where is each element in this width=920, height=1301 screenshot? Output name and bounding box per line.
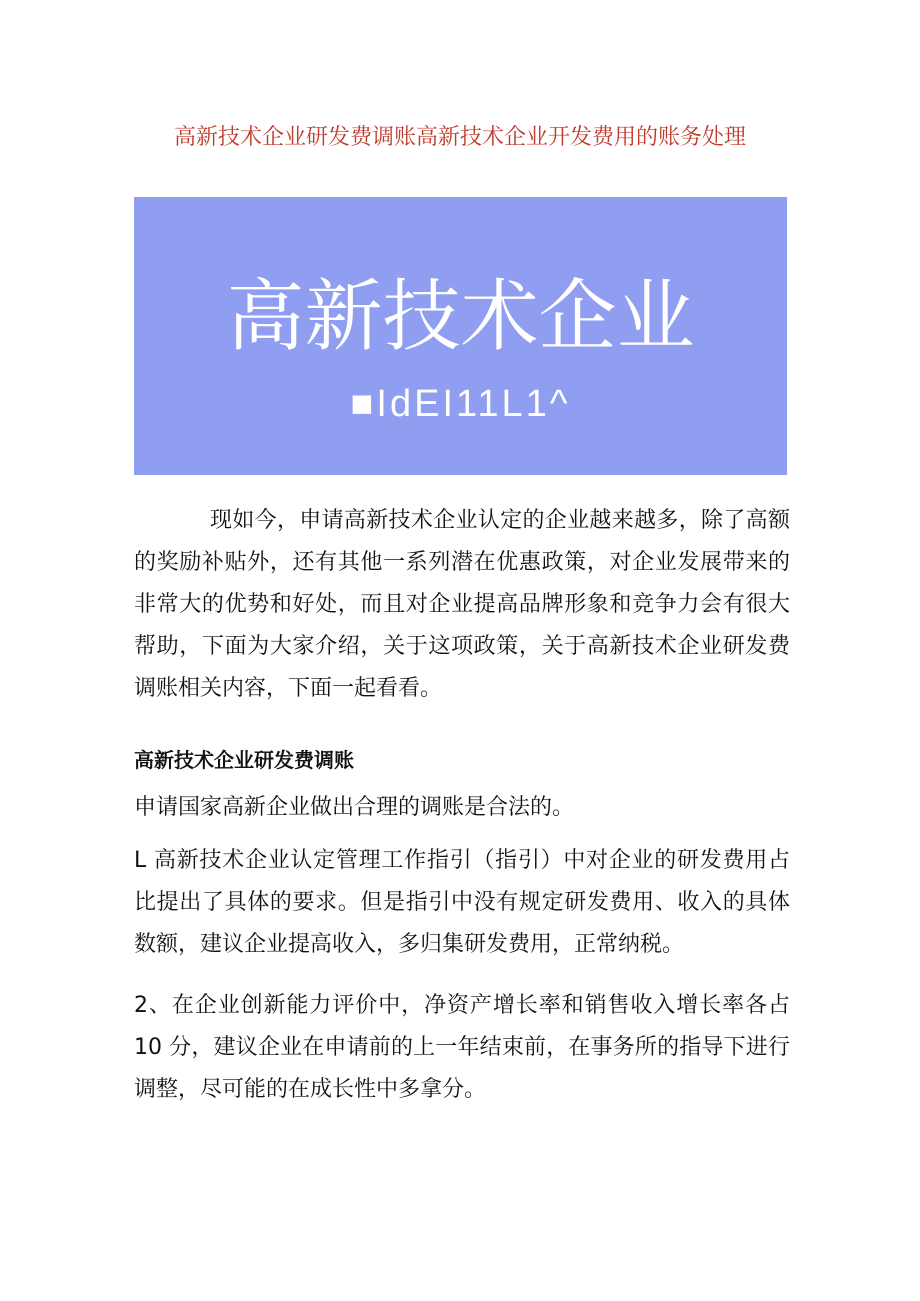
intro-paragraph: 现如今，申请高新技术企业认定的企业越来越多，除了高额的奖励补贴外，还有其他一系列潜在优惠政策，对企业发展带来的非常大的优势和好处，而且对企业提高品牌形象和竞争力会有很大帮助，下面为大家介绍，关于这项政策，关于高新技术企业研发费调账相关内容，下面一起看看。: [134, 508, 790, 701]
body-paragraph-1: 申请国家高新企业做出合理的调账是合法的。: [134, 795, 575, 820]
document-title: 高新技术企业研发费调账高新技术企业开发费用的账务处理: [173, 125, 746, 150]
body-paragraph-3: 2、在企业创新能力评价中，净资产增长率和销售收入增长率各占 10 分，建议企业在申请前的上一年结束前，在事务所的指导下进行调整，尽可能的在成长性中多拿分。: [134, 993, 790, 1102]
banner-subtitle: ■IdEI11L1^: [350, 383, 571, 425]
body-paragraph-2: L 高新技术企业认定管理工作指引（指引）中对企业的研发费用占比提出了具体的要求。但是指引中没有规定研发费用、收入的具体数额，建议企业提高收入，多归集研发费用，正常纳税。: [134, 848, 790, 957]
banner-image: [134, 197, 787, 475]
banner-title: 高新技术企业: [226, 272, 695, 362]
section-heading: 高新技术企业研发费调账: [134, 748, 354, 772]
